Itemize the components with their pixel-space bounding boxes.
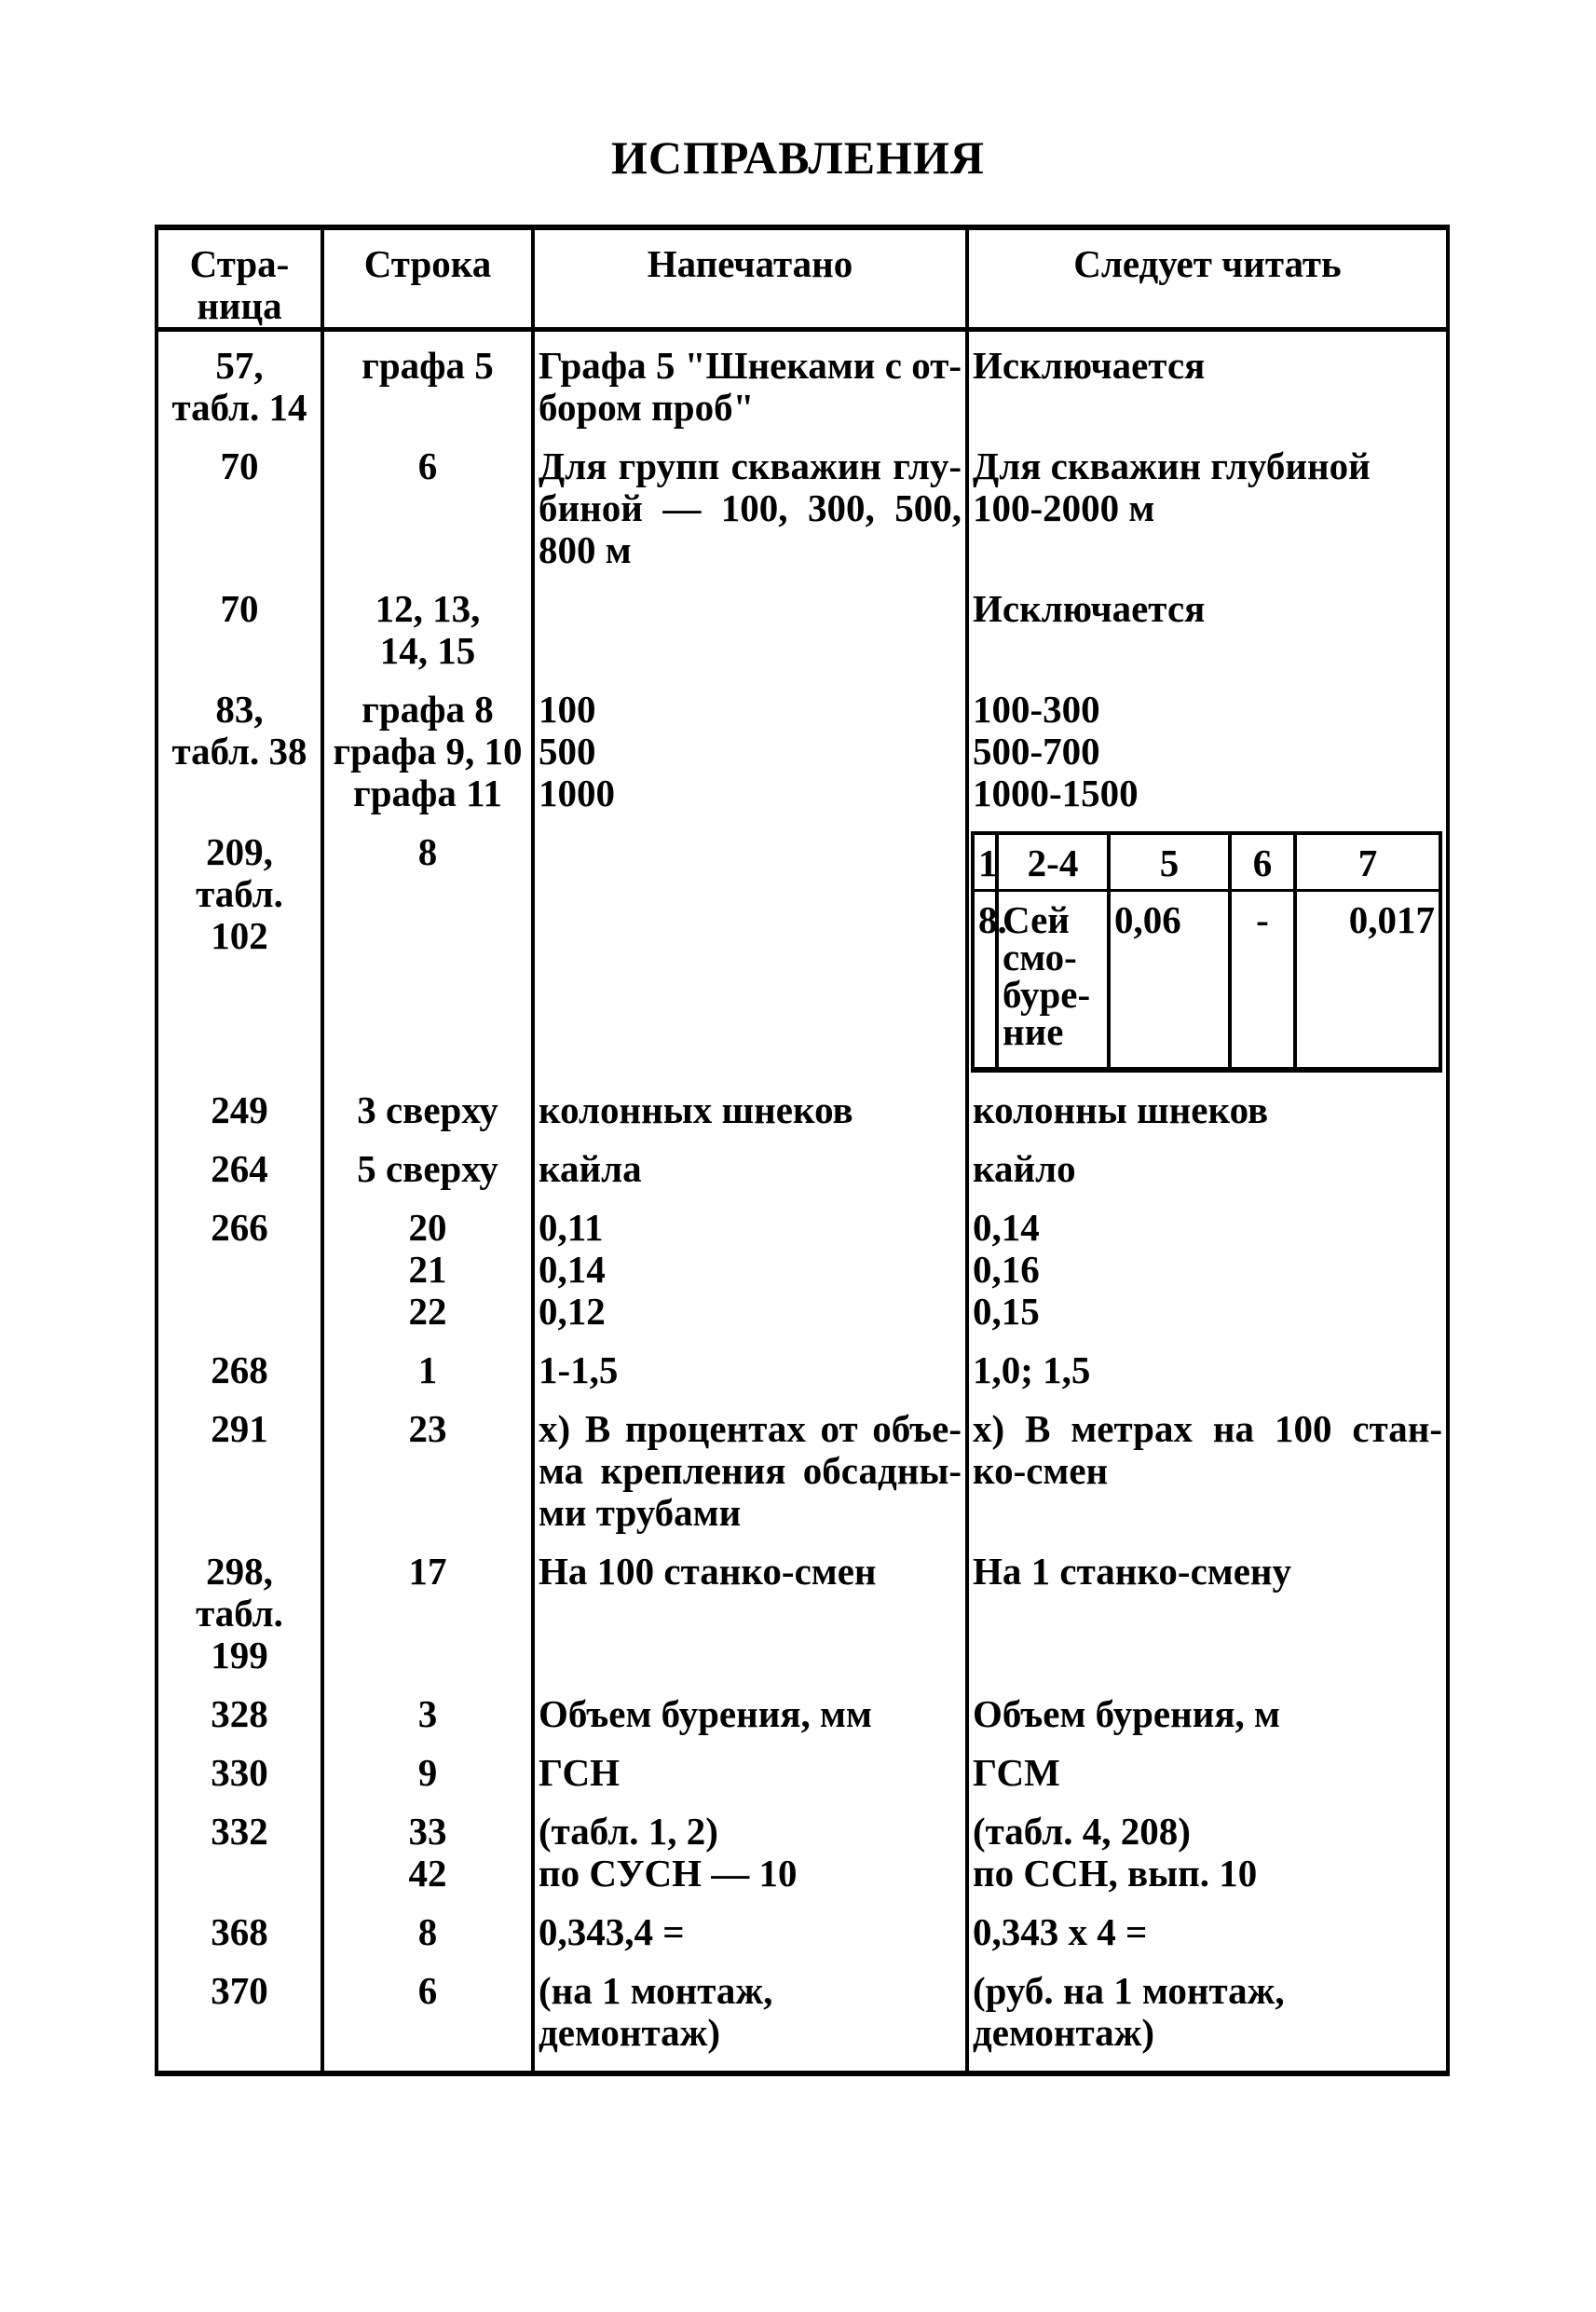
cell-printed [533, 579, 967, 679]
cell-page-text: 70 [220, 445, 259, 487]
cell-printed-text: Объем бурения, мм [539, 1692, 872, 1735]
cell-line [322, 1801, 533, 1902]
cell-page [157, 330, 322, 437]
cell-printed [533, 1743, 967, 1801]
cell-printed [533, 436, 967, 579]
cell-correct-text: 0,15 [973, 1290, 1040, 1333]
cell-printed-text: биной — 100, 300, 500, [539, 486, 962, 529]
cell-correct [967, 1902, 1448, 1961]
cell-page-text: табл. 38 [171, 730, 307, 773]
cell-correct [967, 1541, 1448, 1684]
cell-line-text: 21 [408, 1248, 447, 1291]
cell-line-text: графа 5 [361, 344, 494, 387]
table-row [157, 1902, 1448, 1961]
subtable-header-cell: 2-4 [997, 833, 1109, 891]
cell-printed-text: 800 м [539, 528, 632, 571]
cell-correct [967, 1684, 1448, 1743]
cell-printed-text: Для групп скважин глу- [539, 445, 962, 487]
cell-correct [967, 1801, 1448, 1902]
cell-correct-text: Объем бурения, м [973, 1692, 1280, 1735]
cell-correct-text: 100-300 [973, 688, 1100, 731]
cell-line [322, 579, 533, 679]
cell-line [322, 330, 533, 437]
cell-printed-text: бором проб" [539, 386, 755, 429]
cell-printed [533, 822, 967, 1080]
cell-page [157, 1080, 322, 1139]
cell-correct [967, 1139, 1448, 1197]
cell-page-text: табл. 14 [171, 386, 307, 429]
cell-page-text: 328 [211, 1692, 268, 1735]
header-printed: Напечатано [533, 227, 967, 330]
subtable-name-line: смо- [1003, 936, 1077, 978]
cell-page [157, 1340, 322, 1399]
cell-line [322, 436, 533, 579]
cell-line-text: 14, 15 [379, 629, 476, 672]
correction-subtable [971, 831, 1442, 1073]
errata-table [155, 225, 1450, 2076]
cell-page [157, 1197, 322, 1340]
cell-line-text: 23 [408, 1407, 447, 1450]
cell-printed-text: 0,11 [539, 1206, 604, 1249]
errata-body [157, 330, 1448, 2074]
cell-page-text: 268 [211, 1348, 268, 1391]
cell-page-text: табл. [196, 872, 283, 915]
cell-line [322, 679, 533, 822]
cell-page-text: 330 [211, 1751, 268, 1794]
cell-correct-text: 0,16 [973, 1248, 1040, 1291]
cell-printed [533, 1902, 967, 1961]
cell-page [157, 1902, 322, 1961]
table-row [157, 1801, 1448, 1902]
cell-page-text: 332 [211, 1810, 268, 1853]
cell-correct-text: колонны шнеков [973, 1088, 1269, 1131]
cell-correct [967, 436, 1448, 579]
cell-printed [533, 1399, 967, 1541]
cell-printed-text: ГСН [539, 1751, 621, 1794]
subtable-name-line: буре- [1003, 973, 1091, 1016]
table-row [157, 1743, 1448, 1801]
subtable-header-cell: 6 [1230, 833, 1295, 891]
cell-line-text: 20 [408, 1206, 447, 1249]
table-row [157, 1139, 1448, 1197]
cell-page [157, 1684, 322, 1743]
cell-line-text: 42 [408, 1852, 447, 1895]
cell-page [157, 1743, 322, 1801]
subtable-header-cell: 5 [1109, 833, 1230, 891]
cell-correct [967, 679, 1448, 822]
cell-page-text: 70 [220, 587, 259, 630]
cell-printed-text: 0,343,4 = [539, 1910, 685, 1953]
table-row [157, 1399, 1448, 1541]
cell-line [322, 1743, 533, 1801]
cell-correct [967, 1399, 1448, 1541]
cell-line-text: 6 [417, 1969, 438, 2012]
subtable-cell-c6: - [1230, 891, 1295, 1071]
cell-page-text: 83, [215, 688, 264, 731]
subtable-header-row [973, 833, 1440, 891]
cell-line-text: 22 [408, 1290, 447, 1333]
cell-printed-text: 500 [539, 730, 596, 773]
subtable-cell-c7: 0,017 [1295, 891, 1440, 1071]
cell-correct [967, 1743, 1448, 1801]
cell-correct-text: х) В метрах на 100 стан- [973, 1407, 1442, 1450]
cell-printed-text: 1000 [539, 772, 615, 814]
cell-page [157, 1801, 322, 1902]
cell-line-text: 33 [408, 1810, 447, 1853]
cell-printed [533, 1541, 967, 1684]
cell-line-text: 5 сверху [357, 1147, 498, 1190]
cell-correct [967, 1961, 1448, 2073]
cell-printed-text: 0,12 [539, 1290, 606, 1333]
cell-line-text: 3 [417, 1692, 438, 1735]
cell-correct-text: 100-2000 м [973, 486, 1155, 529]
cell-correct-text: ГСМ [973, 1751, 1060, 1794]
cell-page-text: 249 [211, 1088, 268, 1131]
cell-line [322, 1139, 533, 1197]
cell-correct-text: (табл. 4, 208) [973, 1810, 1191, 1853]
cell-correct-text: ко-смен [973, 1449, 1109, 1492]
cell-page-text: табл. [196, 1592, 283, 1635]
cell-printed-text: (табл. 1, 2) [539, 1810, 718, 1853]
cell-printed-text: кайла [539, 1147, 642, 1190]
cell-page-text: 368 [211, 1910, 268, 1953]
table-row [157, 1080, 1448, 1139]
cell-page-text: 209, [206, 830, 273, 873]
cell-printed [533, 1801, 967, 1902]
cell-printed [533, 1080, 967, 1139]
cell-line-text: 6 [417, 445, 438, 487]
cell-printed [533, 1197, 967, 1340]
cell-line [322, 1197, 533, 1340]
cell-printed-text: демонтаж) [539, 2011, 720, 2054]
cell-line [322, 1080, 533, 1139]
header-line: Строка [322, 227, 533, 330]
cell-correct [967, 1080, 1448, 1139]
cell-correct-text: (руб. на 1 монтаж, [973, 1969, 1285, 2012]
table-row [157, 679, 1448, 822]
cell-correct-text: Исключается [973, 344, 1206, 387]
cell-page [157, 822, 322, 1080]
subtable-header-cell: 7 [1295, 833, 1440, 891]
table-row [157, 1340, 1448, 1399]
cell-line-text: 3 сверху [357, 1088, 498, 1131]
cell-page-text: 264 [211, 1147, 268, 1190]
cell-line-text: графа 11 [353, 772, 502, 814]
cell-page-text: 370 [211, 1969, 268, 2012]
cell-line-text: 8 [417, 830, 438, 873]
cell-page-text: 291 [211, 1407, 268, 1450]
header-page-line: Стра- [189, 242, 290, 285]
cell-correct [967, 330, 1448, 437]
cell-printed [533, 1139, 967, 1197]
cell-page [157, 1961, 322, 2073]
subtable-header-cell: 1 [973, 833, 997, 891]
cell-printed-text: ма крепления обсадны- [539, 1449, 962, 1492]
cell-line-text: 8 [417, 1910, 438, 1953]
cell-line-text: 9 [417, 1751, 438, 1794]
cell-printed-text: по СУСН — 10 [539, 1852, 798, 1895]
cell-printed-text: (на 1 монтаж, [539, 1969, 773, 2012]
cell-line-text: 17 [408, 1550, 447, 1593]
subtable-cell-name [997, 891, 1109, 1071]
cell-correct [967, 1197, 1448, 1340]
table-row [157, 1541, 1448, 1684]
header-correct: Следует читать [967, 227, 1448, 330]
table-row [157, 1961, 1448, 2073]
cell-printed-text: колонных шнеков [539, 1088, 853, 1131]
cell-page-text: 199 [211, 1634, 268, 1676]
cell-line [322, 1399, 533, 1541]
subtable-cell-num: 8. [973, 891, 997, 1071]
cell-line [322, 1961, 533, 2073]
subtable-cell-c5: 0,06 [1109, 891, 1230, 1071]
cell-correct-text: кайло [973, 1147, 1076, 1190]
cell-correct-text: На 1 станко-смену [973, 1550, 1292, 1593]
cell-line-text: 12, 13, [375, 587, 481, 630]
cell-printed-text: Графа 5 "Шнеками с от- [539, 344, 962, 387]
cell-correct-text: Исключается [973, 587, 1206, 630]
cell-correct-text: демонтаж) [973, 2011, 1154, 2054]
cell-page [157, 1139, 322, 1197]
cell-page-text: 298, [206, 1550, 273, 1593]
cell-line-text: 1 [417, 1348, 438, 1391]
subtable-name-line: Сей [1003, 898, 1070, 941]
cell-correct-text: по ССН, вып. 10 [973, 1852, 1258, 1895]
cell-page [157, 436, 322, 579]
table-header-row [157, 227, 1448, 330]
cell-line [322, 1902, 533, 1961]
cell-printed [533, 1340, 967, 1399]
page-title: ИСПРАВЛЕНИЯ [610, 131, 986, 184]
cell-printed-text: 100 [539, 688, 596, 731]
cell-correct-text: 0,14 [973, 1206, 1040, 1249]
table-row [157, 1684, 1448, 1743]
cell-correct-text: 1000-1500 [973, 772, 1139, 814]
cell-line [322, 1684, 533, 1743]
table-row [157, 822, 1448, 1080]
cell-printed-text: ми трубами [539, 1491, 742, 1534]
cell-printed-text: 1-1,5 [539, 1348, 619, 1391]
cell-correct-text: 0,343 х 4 = [973, 1910, 1148, 1953]
cell-printed [533, 1684, 967, 1743]
cell-page [157, 579, 322, 679]
table-row [157, 579, 1448, 679]
table-row [157, 1197, 1448, 1340]
cell-page-text: 57, [215, 344, 264, 387]
cell-line [322, 1340, 533, 1399]
cell-correct-text: Для скважин глубиной [973, 445, 1371, 487]
table-row [157, 330, 1448, 437]
cell-line [322, 822, 533, 1080]
header-page-line: ница [197, 284, 282, 327]
cell-correct [967, 579, 1448, 679]
cell-correct-text: 500-700 [973, 730, 1100, 773]
cell-printed [533, 330, 967, 437]
cell-line-text: графа 8 [361, 688, 494, 731]
subtable-name-line: ние [1003, 1010, 1064, 1053]
cell-page-text: 266 [211, 1206, 268, 1249]
cell-page-text: 102 [211, 914, 268, 957]
table-row [157, 436, 1448, 579]
cell-page [157, 679, 322, 822]
cell-printed-text: х) В процентах от объе- [539, 1407, 962, 1450]
cell-printed-text: На 100 станко-смен [539, 1550, 877, 1593]
cell-page [157, 1541, 322, 1684]
header-page [157, 227, 322, 330]
cell-correct [967, 822, 1448, 1080]
cell-printed [533, 679, 967, 822]
subtable-row [973, 891, 1440, 1071]
cell-page [157, 1399, 322, 1541]
cell-line [322, 1541, 533, 1684]
cell-correct [967, 1340, 1448, 1399]
cell-correct-text: 1,0; 1,5 [973, 1348, 1091, 1391]
cell-printed-text: 0,14 [539, 1248, 606, 1291]
cell-line-text: графа 9, 10 [333, 730, 523, 773]
cell-printed [533, 1961, 967, 2073]
